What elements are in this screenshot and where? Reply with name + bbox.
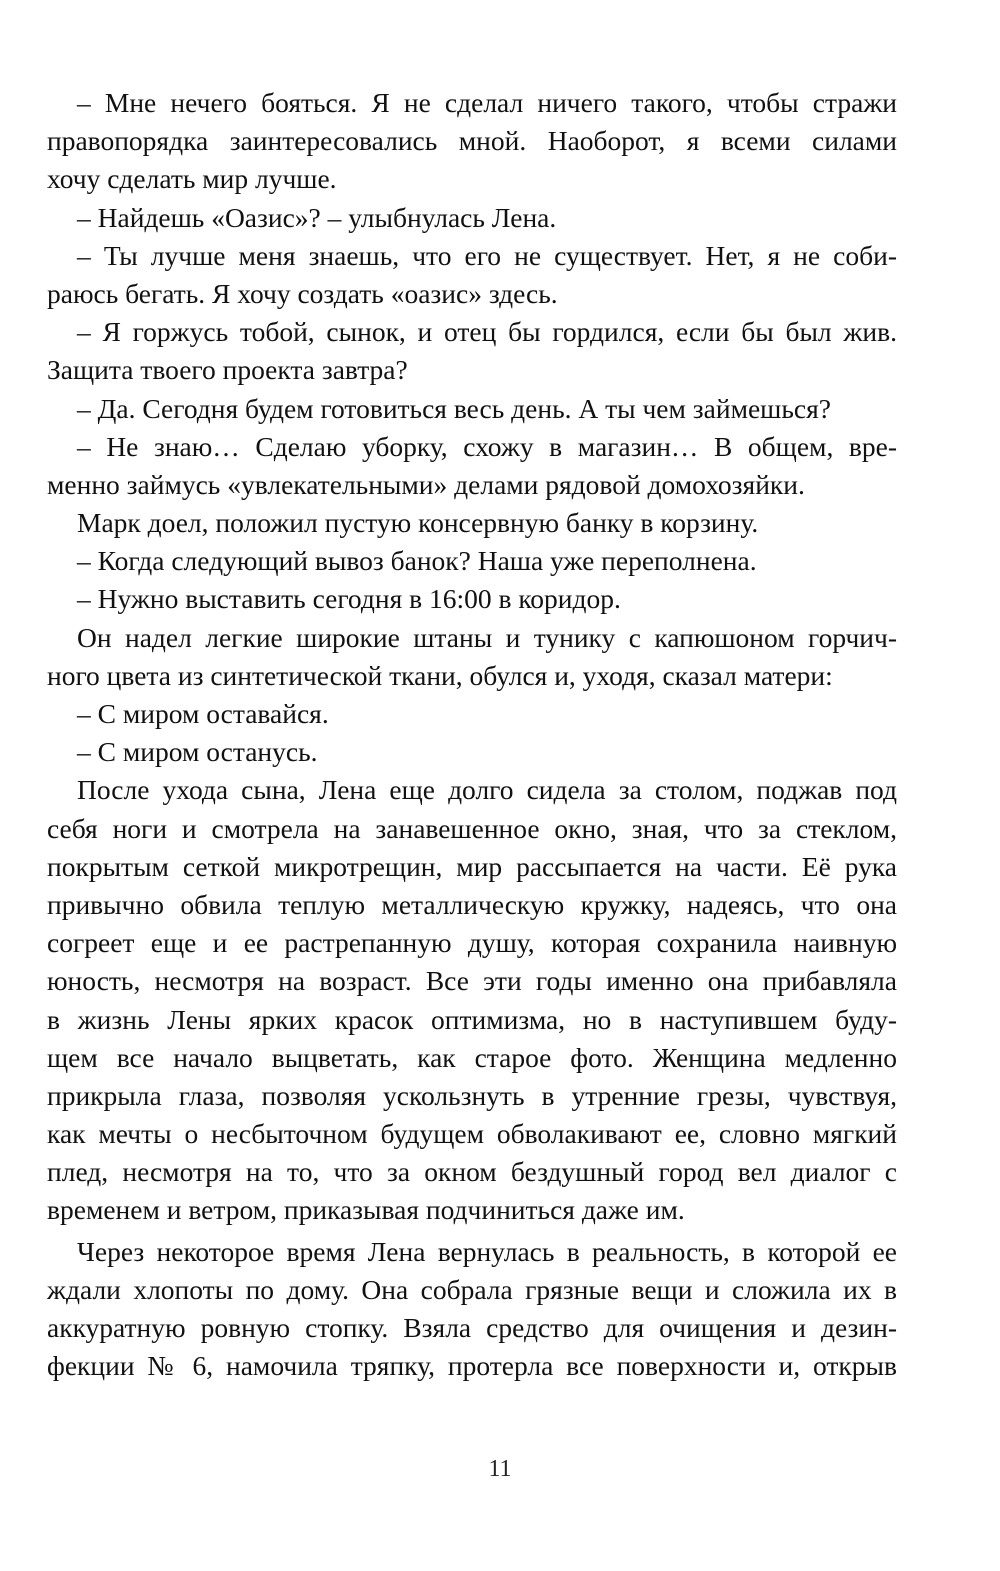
text-line: привычно обвила теплую металлическую кружку, надеясь, что она: [47, 888, 897, 920]
text-line: ного цвета из синтетической ткани, обулся и, уходя, сказал матери:: [47, 659, 833, 691]
text-line: Марк доел, положил пустую консервную банку в корзину.: [77, 507, 759, 539]
text-line: прикрыла глаза, позволяя ускользнуть в утренние грезы, чувствуя,: [47, 1079, 897, 1111]
text-line: – Ты лучше меня знаешь, что его не существует. Нет, я не соби-: [77, 239, 897, 271]
text-line: щем все начало выцветать, как старое фото. Женщина медленно: [47, 1041, 897, 1073]
text-line: как мечты о несбыточном будущем обволакивают ее, словно мягкий: [47, 1118, 897, 1150]
text-line: покрытым сеткой микротрещин, мир рассыпается на части. Её рука: [47, 850, 897, 882]
text-line: раюсь бегать. Я хочу создать «оазис» здесь.: [47, 277, 558, 309]
text-line: После ухода сына, Лена еще долго сидела за столом, поджав под: [77, 774, 897, 806]
text-line: юность, несмотря на возраст. Все эти годы именно она прибавляла: [47, 965, 897, 997]
text-line: в жизнь Лены ярких красок оптимизма, но в наступившем буду-: [47, 1003, 897, 1035]
text-line: менно займусь «увлекательными» делами рядовой домохозяйки.: [47, 468, 805, 500]
text-line: правопорядка заинтересовались мной. Наоборот, я всеми силами: [47, 125, 897, 157]
text-line: – Не знаю… Сделаю уборку, схожу в магазин… В общем, вре-: [77, 430, 897, 462]
text-line: – Найдешь «Оазис»? – улыбнулась Лена.: [77, 201, 557, 233]
text-line: ждали хлопоты по дому. Она собрала грязные вещи и сложила их в: [47, 1273, 897, 1305]
text-line: – Я горжусь тобой, сынок, и отец бы гордился, если бы был жив.: [77, 316, 897, 348]
text-line: фекции № 6, намочила тряпку, протерла все поверхности и, открыв: [47, 1350, 897, 1382]
text-line: – С миром останусь.: [77, 736, 318, 768]
text-line: Через некоторое время Лена вернулась в реальность, в которой ее: [77, 1235, 897, 1267]
text-line: согреет еще и ее растрепанную душу, которая сохранила наивную: [47, 927, 897, 959]
text-line: – С миром оставайся.: [77, 698, 329, 729]
text-line: аккуратную ровную стопку. Взяла средство для очищения и дезин-: [47, 1312, 897, 1343]
text-line: Он надел легкие широкие штаны и тунику с капюшоном горчич-: [77, 621, 897, 653]
body-text: [47, 84, 897, 1385]
text-line: – Когда следующий вывоз банок? Наша уже переполнена.: [77, 545, 757, 577]
text-line: временем и ветром, приказывая подчиниться даже им.: [47, 1194, 685, 1226]
text-line: – Мне нечего бояться. Я не сделал ничего такого, чтобы стражи: [77, 87, 897, 118]
text-line: хочу сделать мир лучше.: [47, 163, 337, 195]
text-line: плед, несмотря на то, что за окном бездушный город вел диалог с: [47, 1156, 897, 1188]
text-line: Защита твоего проекта завтра?: [47, 354, 408, 386]
page-number: 11: [488, 1456, 512, 1482]
text-line: – Да. Сегодня будем готовиться весь день. А ты чем займешься?: [77, 392, 831, 424]
text-line: себя ноги и смотрела на занавешенное окно, зная, что за стеклом,: [47, 812, 897, 844]
text-line: – Нужно выставить сегодня в 16:00 в коридор.: [77, 583, 621, 615]
